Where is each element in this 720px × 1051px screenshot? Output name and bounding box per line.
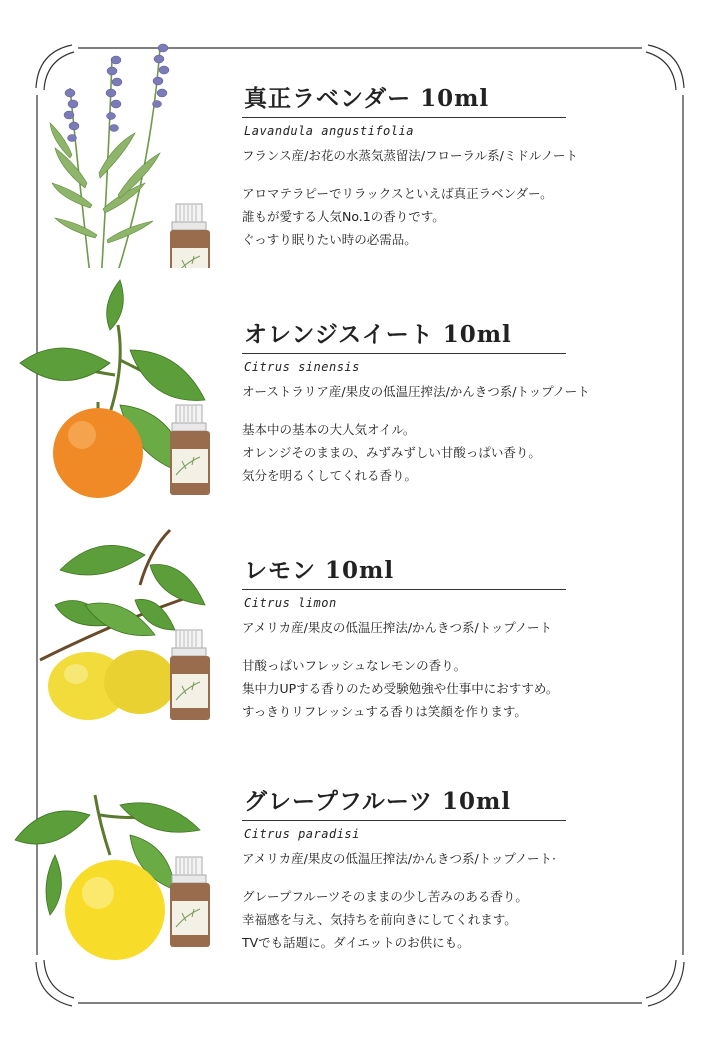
lavender-illustration bbox=[0, 38, 240, 268]
product-description bbox=[242, 182, 682, 251]
product-entry-grapefruit bbox=[0, 745, 720, 975]
essential-oil-bottle-icon bbox=[170, 857, 210, 947]
product-latin-name: Citrus limon bbox=[244, 596, 337, 610]
product-entry-lavender bbox=[0, 38, 720, 268]
product-spec: アメリカ産/果皮の低温圧搾法/かんきつ系/トップノート bbox=[242, 620, 553, 635]
product-entry-lemon bbox=[0, 510, 720, 740]
description-line: TVでも話題に。ダイエットのお供にも。 bbox=[242, 935, 470, 950]
orange-illustration bbox=[0, 275, 240, 505]
product-latin-name: Lavandula angustifolia bbox=[244, 124, 414, 138]
grapefruit-illustration bbox=[0, 745, 240, 975]
product-spec: フランス産/お花の水蒸気蒸留法/フローラル系/ミドルノート bbox=[242, 148, 579, 163]
description-line: すっきりリフレッシュする香りは笑顔を作ります。 bbox=[242, 704, 527, 719]
essential-oil-bottle-icon bbox=[170, 630, 210, 720]
lemon-illustration bbox=[0, 510, 240, 740]
product-latin-name: Citrus paradisi bbox=[244, 827, 360, 841]
product-description bbox=[242, 885, 682, 954]
description-line: 誰もが愛する人気No.1の香りです。 bbox=[242, 209, 445, 224]
product-name: レモン 10ml bbox=[242, 552, 566, 590]
description-line: ぐっすり眠りたい時の必需品。 bbox=[242, 232, 417, 247]
description-line: 基本中の基本の大人気オイル。 bbox=[242, 422, 416, 437]
description-line: 気分を明るくしてくれる香り。 bbox=[242, 468, 418, 483]
description-line: 集中力UPする香りのため受験勉強や仕事中におすすめ。 bbox=[242, 681, 559, 696]
product-name: グレープフルーツ 10ml bbox=[242, 783, 566, 821]
product-name: 真正ラベンダー 10ml bbox=[242, 80, 566, 118]
description-line: グレープフルーツそのままの少し苦みのある香り。 bbox=[242, 889, 528, 904]
description-line: アロマテラピーでリラックスといえば真正ラベンダー。 bbox=[242, 186, 553, 201]
product-name: オレンジスイート 10ml bbox=[242, 316, 566, 354]
product-entry-orange bbox=[0, 275, 720, 505]
description-line: 幸福感を与え、気持ちを前向きにしてくれます。 bbox=[242, 912, 517, 927]
product-description bbox=[242, 654, 682, 723]
description-line: 甘酸っぱいフレッシュなレモンの香り。 bbox=[242, 658, 467, 673]
essential-oil-bottle-icon bbox=[170, 405, 210, 495]
product-latin-name: Citrus sinensis bbox=[244, 360, 360, 374]
product-description bbox=[242, 418, 682, 487]
description-line: オレンジそのままの、みずみずしい甘酸っぱい香り。 bbox=[242, 445, 541, 460]
product-spec: アメリカ産/果皮の低温圧搾法/かんきつ系/トップノート· bbox=[242, 851, 556, 866]
essential-oil-bottle-icon bbox=[170, 204, 210, 268]
product-spec: オーストラリア産/果皮の低温圧搾法/かんきつ系/トップノート bbox=[242, 384, 590, 399]
